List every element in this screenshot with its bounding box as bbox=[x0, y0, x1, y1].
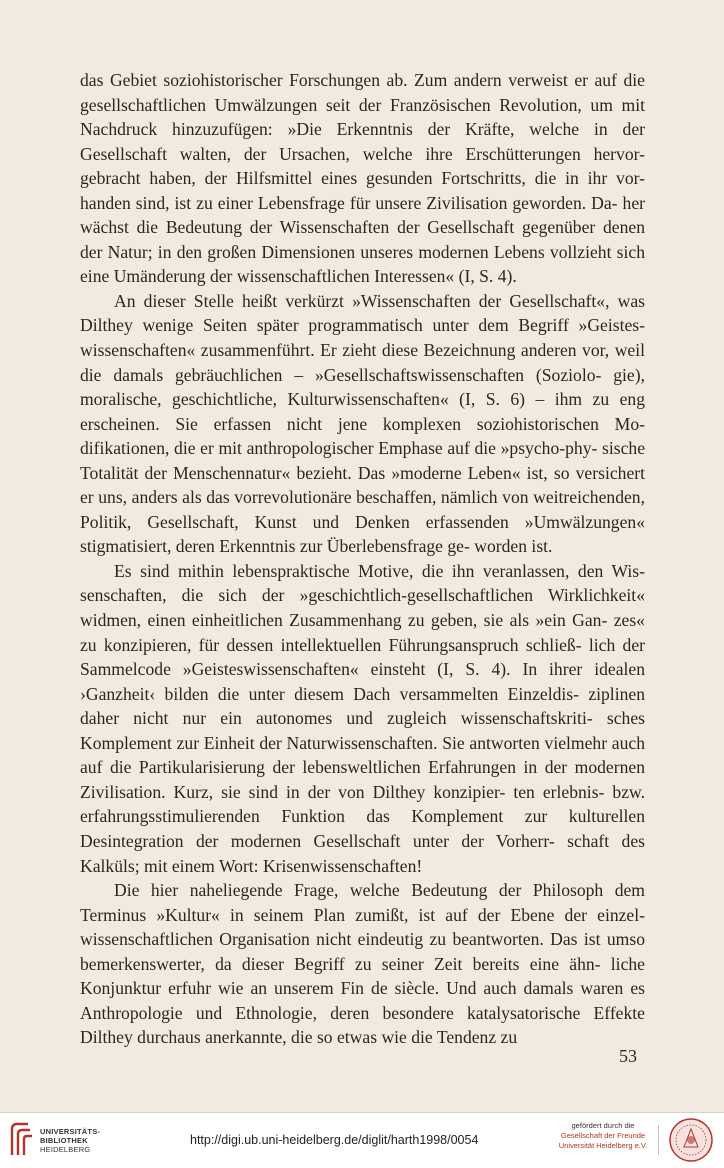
text-line: mit Nachdruck hinzuzufügen: »Die Erkenntnis der Kräfte, welche in der bbox=[80, 94, 645, 140]
text-line: widmen, einen einheitlichen Zusammenhang zu geben, sie als »ein Gan- bbox=[80, 610, 608, 631]
text-line: gie), moralische, geschichtliche, Kulturwissenschaften« (I, S. 6) – ihm zu bbox=[80, 364, 645, 410]
body-text bbox=[80, 68, 645, 1050]
text-line: waren es Anthropologie und Ethnologie, deren besondere katalysatorische bbox=[80, 978, 645, 1023]
text-line: in der modernen Zivilisation. Kurz, sie sind in der von Dilthey konzipier- bbox=[80, 757, 645, 802]
text-line: zes« zu konzipieren, für dessen intellektuellen Führungsanspruch schließ- bbox=[80, 610, 645, 655]
page-number: 53 bbox=[619, 1046, 637, 1066]
text-line: liche Konjunktur erfuhr wie an unserem Fin de siècle. Und auch damals bbox=[80, 953, 645, 999]
footer-divider bbox=[658, 1125, 659, 1155]
text-line: ziplinen daher nicht nur ein autonomes und zugleich wissenschaftskriti- bbox=[80, 683, 645, 729]
text-line: An dieser Stelle heißt verkürzt »Wissenschaften der Gesellschaft«, was bbox=[114, 290, 645, 311]
text-line: Die hier naheliegende Frage, welche Bedeutung der Philosoph dem bbox=[114, 880, 645, 901]
permalink-url[interactable]: http://digi.ub.uni-heidelberg.de/diglit/harth1998/0054 bbox=[190, 1133, 479, 1147]
text-line: schaft des Kalküls; mit einem Wort: Krisenwissenschaften! bbox=[80, 830, 645, 876]
text-line: sches Komplement zur Einheit der Naturwissenschaften. Sie antworten bbox=[80, 708, 645, 753]
text-line: lich der Sammelcode »Geisteswissenschaften« einsteht (I, S. 4). In ihrer bbox=[80, 634, 645, 680]
paragraph bbox=[80, 878, 645, 1050]
text-line: Effekte Dilthey durchaus anerkannte, die so etwas wie die Tendenz zu bbox=[80, 1002, 645, 1048]
text-line: gebracht haben, der Hilfsmittel eines gesunden Fortschritts, die in ihr vor- bbox=[80, 168, 645, 189]
text-line: Gesellschaft walten, der Ursachen, welche ihre Erschütterungen hervor- bbox=[80, 143, 645, 164]
text-line: vollzieht sich eine Umänderung der wissenschaftlichen Interessen« (I, S. 4). bbox=[80, 241, 645, 287]
text-line: denen der Natur; in den großen Dimensionen unseres modernen Lebens bbox=[80, 217, 645, 262]
text-line: umso bemerkenswerter, da dieser Begriff zu seiner Zeit bereits eine ähn- bbox=[80, 929, 645, 974]
text-line: so versichert er uns, anders als das vorrevolutionäre beschaffen, nämlich bbox=[80, 462, 645, 508]
footer-bar bbox=[0, 1112, 724, 1168]
text-line: senschaften, die sich der »geschichtlich-gesellschaftlichen Wirklichkeit« bbox=[80, 585, 645, 606]
text-line: idealen ›Ganzheit‹ bilden die unter diesem Dach versammelten Einzeldis- bbox=[80, 659, 645, 704]
text-line: ten erlebnis- bzw. erfahrungsstimulierenden Funktion das Komplement zur bbox=[80, 781, 645, 827]
library-name: UNIVERSITÄTS- BIBLIOTHEK HEIDELBERG bbox=[40, 1127, 101, 1154]
text-line: sische Totalität der Menschennatur« bezieht. Das »moderne Leben« ist, bbox=[80, 438, 645, 483]
text-line: difikationen, die er mit anthropologischer Emphase auf die »psycho-phy- bbox=[80, 438, 598, 459]
library-logo-icon bbox=[8, 1121, 34, 1157]
text-line: das Gebiet soziohistorischer Forschungen ab. Zum andern verweist er auf bbox=[80, 70, 617, 90]
paragraph bbox=[80, 68, 645, 289]
text-line: »Umwälzungen« stigmatisiert, deren Erkenntnis zur Überlebensfrage ge- bbox=[80, 511, 645, 557]
text-line: Es sind mithin lebenspraktische Motive, die ihn veranlassen, den Wis- bbox=[114, 560, 645, 581]
text-line: Terminus »Kultur« in seinem Plan zumißt, ist auf der Ebene der einzel- bbox=[80, 904, 645, 925]
text-line: Dilthey wenige Seiten später programmatisch unter dem Begriff »Geistes- bbox=[80, 315, 645, 336]
university-seal-icon bbox=[668, 1117, 714, 1163]
text-line: wissenschaften« zusammenführt. Er zieht diese Bezeichnung anderen vor, bbox=[80, 340, 610, 361]
text-line: von weitreichenden, Politik, Gesellschaft, Kunst und Denken erfassenden bbox=[80, 487, 645, 532]
sponsor-text: gefördert durch die Gesellschaft der Freunde Universität Heidelberg e.V. bbox=[558, 1121, 648, 1150]
text-line: her wächst die Bedeutung der Wissenschaften der Gesellschaft gegenüber bbox=[80, 192, 645, 238]
text-line: die gesellschaftlichen Umwälzungen seit der Französischen Revolution, um bbox=[80, 70, 645, 115]
text-line: weil die damals gebräuchlichen – »Gesellschaftswissenschaften (Soziolo- bbox=[80, 340, 645, 385]
text-line: vielmehr auch auf die Partikularisierung der lebensweltlichen Erfahrungen bbox=[80, 732, 645, 778]
text-line: handen sind, ist zu einer Lebensfrage für unsere Zivilisation geworden. Da- bbox=[80, 192, 618, 213]
text-line: wissenschaftlichen Organisation nicht eindeutig zu beantworten. Das ist bbox=[80, 929, 601, 950]
paragraph bbox=[80, 289, 645, 559]
text-line: eng erscheinen. Sie erfassen nicht jene komplexen soziohistorischen Mo- bbox=[80, 389, 645, 434]
text-line: worden ist. bbox=[474, 536, 553, 557]
text-line: kulturellen Desintegration der modernen Gesellschaft unter der Vorherr- bbox=[80, 806, 646, 851]
paragraph bbox=[80, 559, 645, 878]
